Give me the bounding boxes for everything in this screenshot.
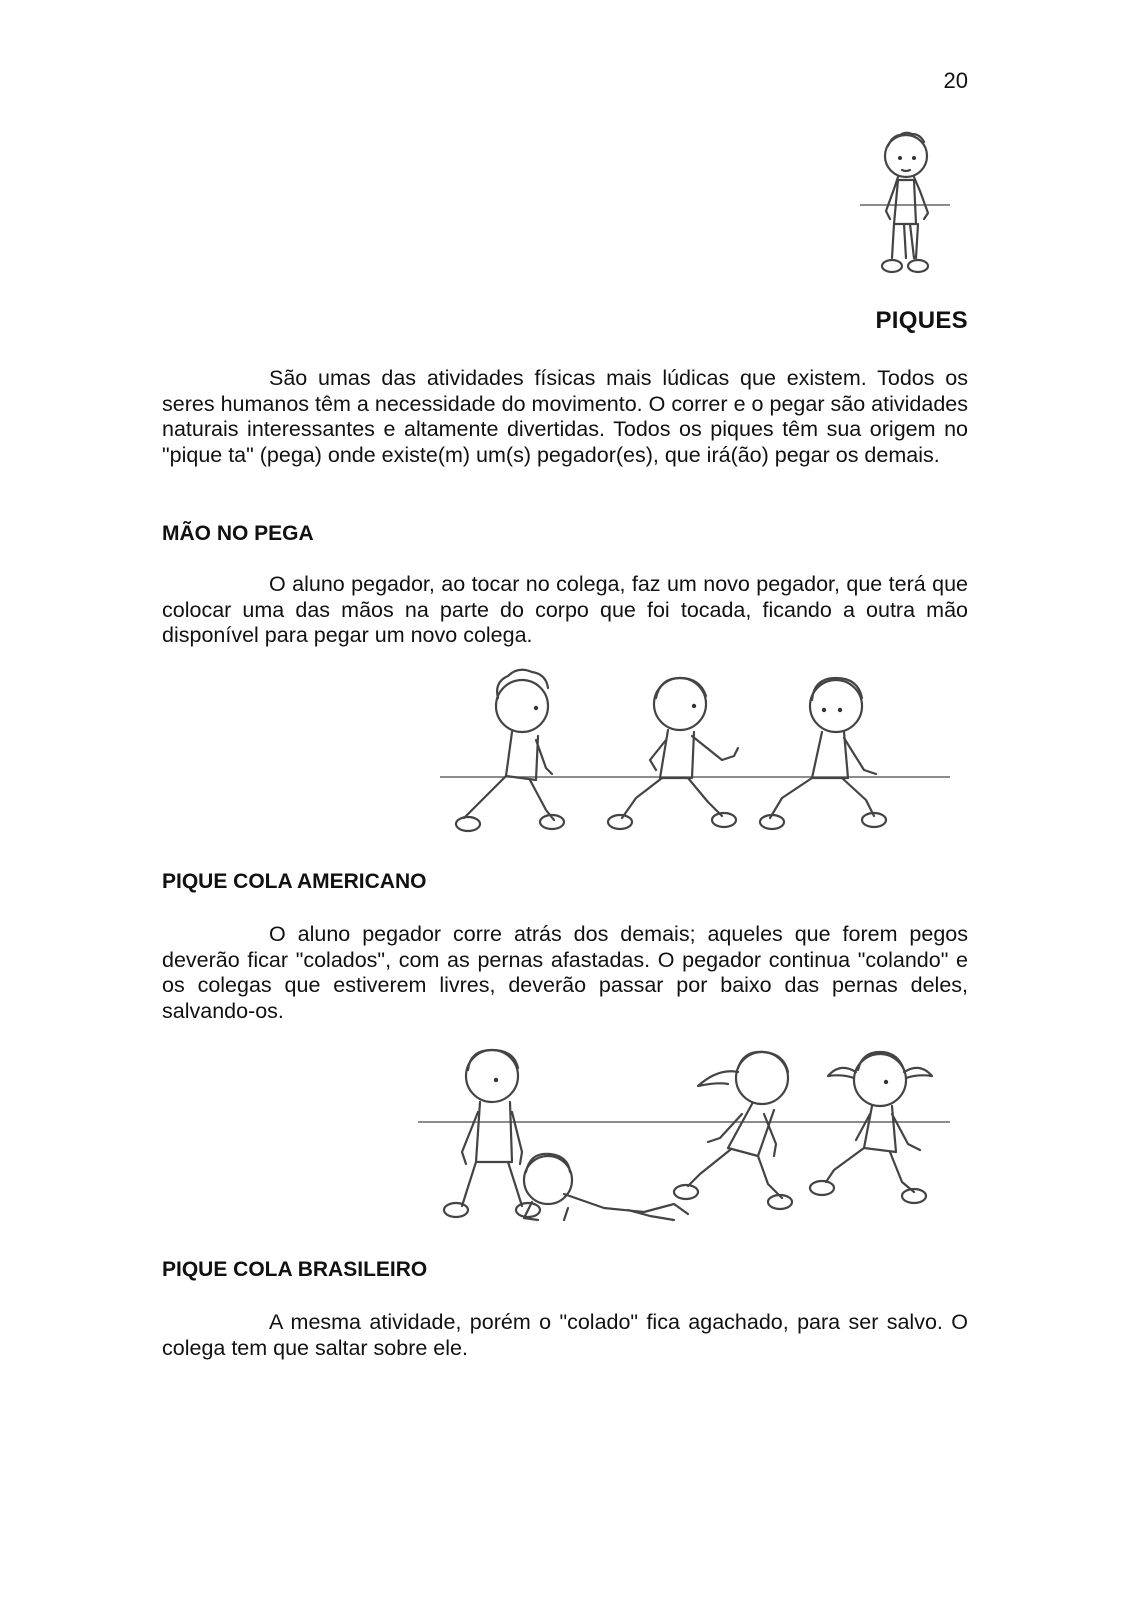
section-title: PIQUES (875, 307, 968, 334)
mao-no-pega-illustration (440, 668, 960, 848)
heading-mao-no-pega: MÃO NO PEGA (162, 522, 314, 545)
text-pique-cola-brasileiro: A mesma atividade, porém o "colado" fica agachado, para ser salvo. O colega tem que saltar sobre ele. (162, 1310, 968, 1360)
pique-cola-americano-illustration (418, 1042, 958, 1238)
standing-child-illustration (858, 128, 958, 286)
text-mao-no-pega: O aluno pegador, ao tocar no colega, faz um novo pegador, que terá que colocar uma das mãos na parte do corpo que foi tocada, ficando a outra mão disponível para pegar um novo colega. (162, 572, 968, 648)
intro-paragraph: São umas das atividades físicas mais lúdicas que existem. Todos os seres humanos têm a necessidade do movimento. O correr e o pegar são atividades naturais interessantes e altamente divertidas. Todos os piques têm sua origem no "pique ta" (pega) onde existe(m) um(s) pegador(es), que irá(ão) pegar os demais. (162, 366, 968, 467)
heading-pique-cola-brasileiro: PIQUE COLA BRASILEIRO (162, 1258, 428, 1281)
page-number: 20 (943, 68, 968, 93)
heading-pique-cola-americano: PIQUE COLA AMERICANO (162, 870, 427, 893)
text-pique-cola-americano: O aluno pegador corre atrás dos demais; aqueles que forem pegos deverão ficar "colados", com as pernas afastadas. O pegador continua "colando" e os colegas que estiverem livres, deverão passar por baixo das pernas deles, salvando-os. (162, 922, 968, 1023)
